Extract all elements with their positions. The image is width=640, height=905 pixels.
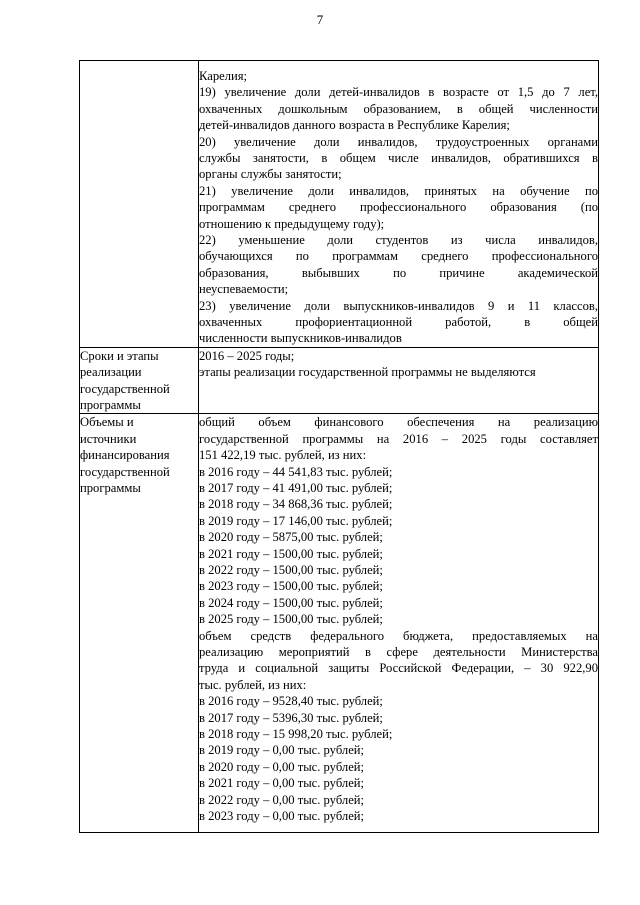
content-line: государственной программы на 2016 – 2025 годы составляет — [199, 431, 598, 446]
row-label-line: Объемы и — [80, 415, 134, 430]
targets-label-cell — [80, 61, 199, 348]
content-line: в 2017 году – 41 491,00 тыс. рублей; — [199, 480, 393, 495]
table-row-funding — [80, 414, 599, 833]
content-line: 151 422,19 тыс. рублей, из них: — [199, 448, 367, 463]
content-line: 22) уменьшение доли студентов из числа инвалидов, — [199, 232, 598, 247]
content-line: в 2025 году – 1500,00 тыс. рублей; — [199, 612, 383, 627]
content-line: 2016 – 2025 годы; — [199, 348, 295, 363]
row-label-line: реализации — [80, 365, 142, 380]
content-line: реализацию мероприятий в сфере деятельности Министерства — [199, 645, 598, 659]
targets-content-cell — [199, 61, 599, 348]
content-line: охваченных профориентационной работой, в общей — [199, 314, 598, 329]
row-label-line: государственной — [80, 464, 170, 479]
content-line: тыс. рублей, из них: — [199, 677, 307, 692]
timing-content-cell — [199, 347, 599, 414]
content-line: этапы реализации государственной программы не выделяются — [199, 365, 536, 380]
content-line: 23) увеличение доли выпускников-инвалидов 9 и 11 классов, — [199, 298, 598, 313]
content-line: в 2019 году – 0,00 тыс. рублей; — [199, 743, 365, 758]
content-line: в 2018 году – 34 868,36 тыс. рублей; — [199, 497, 393, 512]
content-line: в 2022 году – 1500,00 тыс. рублей; — [199, 562, 383, 577]
content-line: 20) увеличение доли инвалидов, трудоустроенных органами — [199, 134, 598, 149]
content-line: охваченных дошкольным образованием, в общей численности — [199, 101, 598, 116]
content-line: общий объем финансового обеспечения на реализацию — [199, 415, 598, 430]
content-line: образования, выбывших по причине академической — [199, 265, 598, 280]
content-line: в 2020 году – 0,00 тыс. рублей; — [199, 759, 365, 774]
content-line: в 2016 году – 44 541,83 тыс. рублей; — [199, 464, 393, 479]
content-line: программам среднего профессионального образования (по — [199, 200, 598, 215]
content-line: в 2024 году – 1500,00 тыс. рублей; — [199, 595, 383, 610]
content-line: в 2023 году – 0,00 тыс. рублей; — [199, 809, 365, 824]
content-line: 21) увеличение доли инвалидов, принятых на обучение по — [199, 183, 598, 198]
content-line: в 2018 году – 15 998,20 тыс. рублей; — [199, 727, 393, 741]
content-line: 19) увеличение доли детей-инвалидов в возрасте от 1,5 до 7 лет, — [199, 85, 598, 100]
row-label-line: Сроки и этапы — [80, 348, 159, 363]
table-row-targets — [80, 61, 599, 348]
passport-table — [79, 60, 599, 833]
content-line: в 2021 году – 1500,00 тыс. рублей; — [199, 546, 383, 561]
content-line: отношению к предыдущему году); — [199, 216, 385, 231]
content-line: службы занятости, в общем числе инвалидов, обратившихся в — [199, 150, 598, 165]
content-line: Карелия; — [199, 69, 248, 83]
content-line: органы службы занятости; — [199, 167, 342, 182]
content-line: в 2022 году – 0,00 тыс. рублей; — [199, 792, 365, 807]
funding-label-cell — [80, 414, 199, 833]
row-label-line: финансирования — [80, 448, 170, 463]
row-label-line: программы — [80, 397, 141, 412]
content-line: в 2019 году – 17 146,00 тыс. рублей; — [199, 513, 393, 528]
content-line: в 2017 году – 5396,30 тыс. рублей; — [199, 710, 383, 725]
content-line: труда и социальной защиты Российской Федерации, – 30 922,90 — [199, 661, 598, 676]
content-line: объем средств федерального бюджета, предоставляемых на — [199, 628, 598, 643]
content-line: детей-инвалидов данного возраста в Республике Карелия; — [199, 118, 510, 133]
row-label-line: государственной — [80, 381, 170, 396]
content-line: численности выпускников-инвалидов — [199, 331, 402, 346]
funding-content-cell — [199, 414, 599, 833]
row-label-line: источники — [80, 431, 137, 446]
row-label-line: программы — [80, 480, 141, 495]
content-line: в 2023 году – 1500,00 тыс. рублей; — [199, 579, 383, 594]
table-row-timing — [80, 347, 599, 414]
content-line: в 2016 году – 9528,40 тыс. рублей; — [199, 694, 383, 709]
timing-label-cell — [80, 347, 199, 414]
content-line: в 2021 году – 0,00 тыс. рублей; — [199, 776, 365, 791]
content-line: неуспеваемости; — [199, 282, 289, 297]
content-line: обучающихся по программам среднего профессионального — [199, 249, 598, 264]
page-number: 7 — [316, 12, 324, 27]
content-line: в 2020 году – 5875,00 тыс. рублей; — [199, 530, 383, 545]
